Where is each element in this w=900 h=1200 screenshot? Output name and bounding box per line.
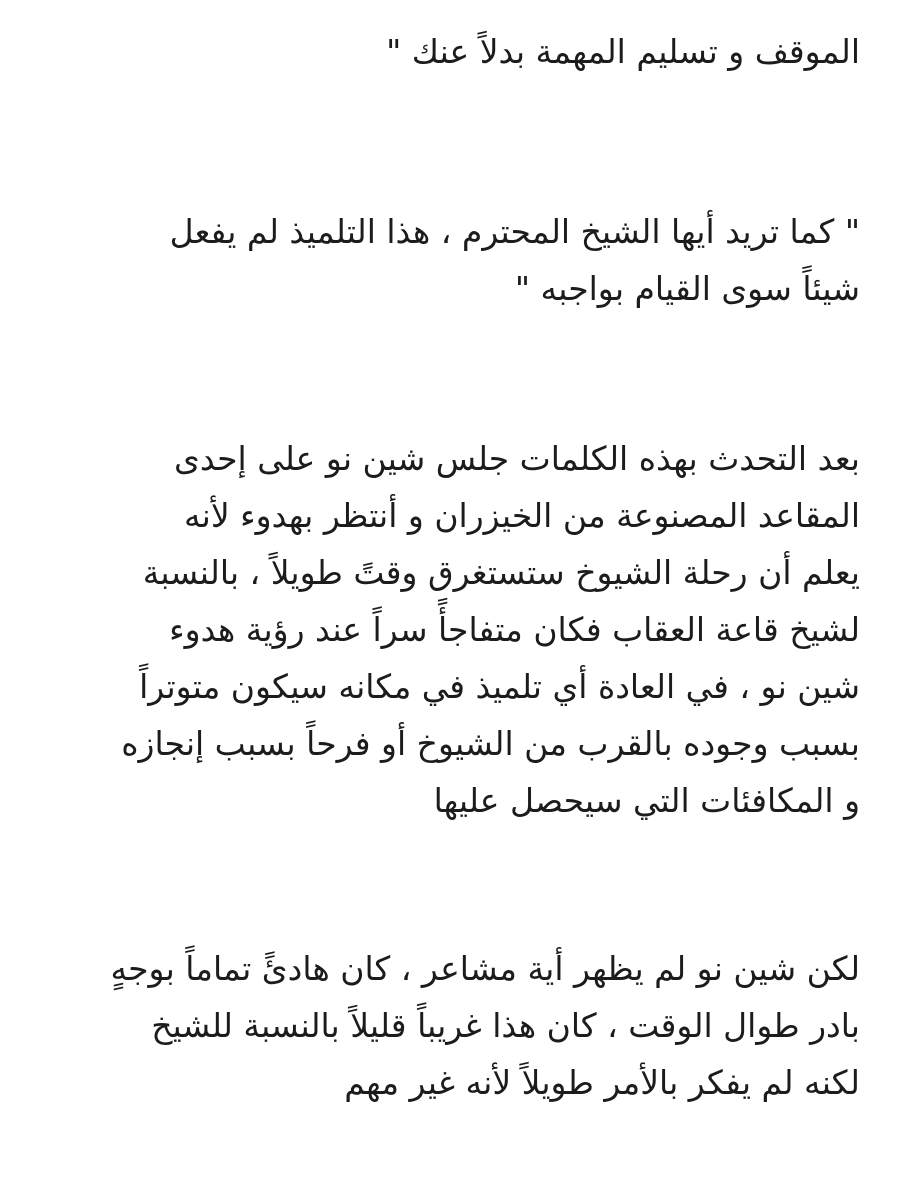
paragraph-3 [30, 430, 860, 829]
paragraph-2 [30, 203, 860, 317]
text-line: " كما تريد أيها الشيخ المحترم ، هذا التلميذ لم يفعل [169, 212, 860, 251]
text-line: بادر طوال الوقت ، كان هذا غريباً قليلاً بالنسبة للشيخ [151, 1006, 860, 1045]
text-line: شين نو ، في العادة أي تلميذ في مكانه سيكون متوتراً [139, 667, 860, 706]
text-line: المقاعد المصنوعة من الخيزران و أنتظر بهدوء لأنه [183, 496, 860, 535]
text-line: و المكافئات التي سيحصل عليها [433, 781, 860, 820]
text-line: لشيخ قاعة العقاب فكان متفاجأً سراً عند رؤية هدوء [169, 610, 860, 649]
text-line: يعلم أن رحلة الشيوخ ستستغرق وقتً طويلاً ، بالنسبة [142, 553, 860, 592]
paragraph-4 [30, 940, 860, 1111]
text-line: لكنه لم يفكر بالأمر طويلاً لأنه غير مهم [344, 1063, 860, 1102]
text-line: الموقف و تسليم المهمة بدلاً عنك " [386, 32, 860, 71]
text-line: بعد التحدث بهذه الكلمات جلس شين نو على إحدى [174, 439, 860, 478]
text-line: لكن شين نو لم يظهر أية مشاعر ، كان هادئً تماماً بوجهٍ [110, 949, 860, 988]
text-line: بسبب وجوده بالقرب من الشيوخ أو فرحاً بسبب إنجازه [121, 724, 860, 763]
text-line: شيئاً سوى القيام بواجبه " [514, 269, 860, 308]
paragraph-1 [30, 23, 860, 80]
